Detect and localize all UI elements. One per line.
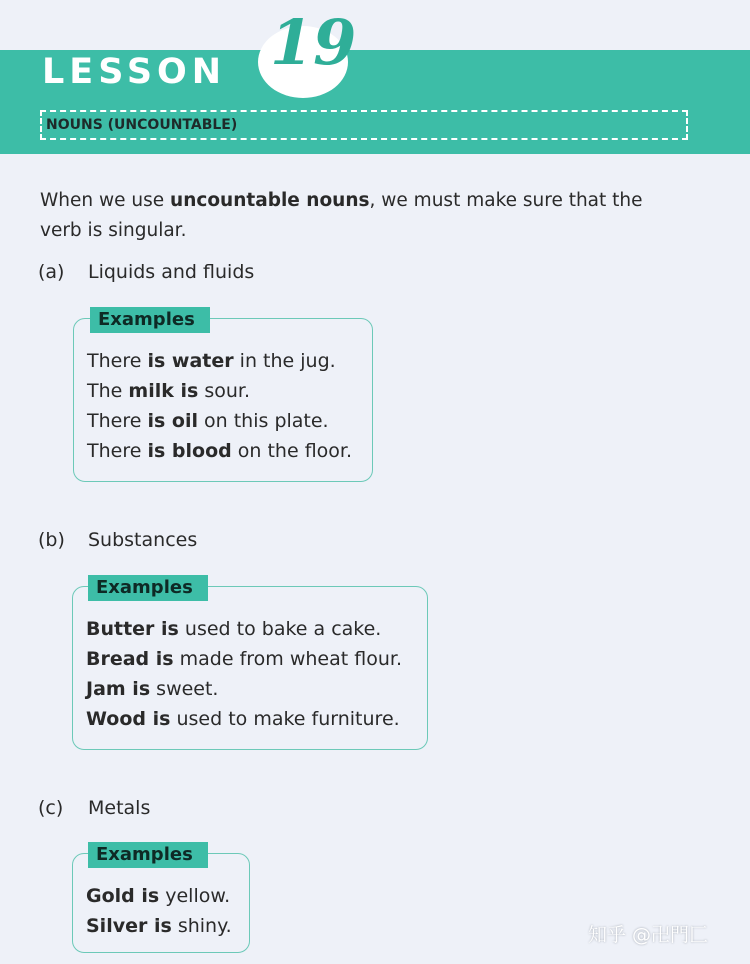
example-text: used to make furniture. (170, 708, 400, 730)
intro-text-2: , we must make sure that the (369, 190, 643, 211)
example-line (87, 346, 352, 376)
example-line (86, 614, 402, 644)
example-text: sweet. (150, 678, 219, 700)
section-b-letter: (b) (38, 529, 65, 551)
section-a-heading (38, 261, 254, 283)
intro-text-3: verb is singular. (40, 220, 187, 241)
examples-tab-b (88, 575, 208, 601)
example-line (86, 911, 232, 941)
examples-tab-c-label: Examples (96, 844, 193, 865)
example-line (86, 644, 402, 674)
lesson-title: LESSON (42, 52, 227, 92)
examples-tab-c (88, 842, 208, 868)
example-bold: Silver is (86, 915, 172, 937)
example-bold: Jam is (86, 678, 151, 700)
examples-list-a (87, 346, 352, 466)
example-text: on the floor. (231, 440, 353, 462)
topic-heading: NOUNS (UNCOUNTABLE) (46, 117, 238, 133)
example-line (87, 406, 352, 436)
example-bold: milk is (128, 380, 199, 402)
section-c-heading (38, 797, 150, 819)
example-bold: Wood is (86, 708, 171, 730)
example-bold: is oil (147, 410, 198, 432)
intro-bold-term: uncountable nouns (170, 190, 370, 211)
section-a-title: Liquids and fluids (88, 261, 255, 283)
example-line (87, 376, 352, 406)
section-c-letter: (c) (38, 797, 64, 819)
intro-text-1: When we use (40, 190, 171, 211)
example-text: There (87, 410, 148, 432)
example-text: in the jug. (233, 350, 336, 372)
example-line (86, 881, 232, 911)
example-line (87, 436, 352, 466)
example-bold: is water (147, 350, 234, 372)
examples-tab-b-label: Examples (96, 577, 193, 598)
watermark-text: 知乎 @卍門匚 (588, 924, 709, 946)
page-top-margin (0, 0, 750, 50)
section-a-letter: (a) (38, 261, 65, 283)
example-text: made from wheat flour. (173, 648, 402, 670)
section-c-title: Metals (88, 797, 151, 819)
section-b-title: Substances (88, 529, 198, 551)
examples-tab-a (90, 307, 210, 333)
examples-tab-a-label: Examples (98, 309, 195, 330)
example-bold: is blood (147, 440, 232, 462)
example-line (86, 704, 402, 734)
example-text: There (87, 350, 148, 372)
example-text: yellow. (159, 885, 231, 907)
example-text: shiny. (171, 915, 232, 937)
example-bold: Bread is (86, 648, 174, 670)
section-b-heading (38, 529, 197, 551)
example-text: There (87, 440, 148, 462)
example-text: sour. (198, 380, 251, 402)
example-bold: Butter is (86, 618, 179, 640)
lesson-number: 19 (270, 6, 357, 79)
examples-list-b (86, 614, 402, 734)
intro-paragraph (40, 186, 720, 246)
example-bold: Gold is (86, 885, 160, 907)
example-line (86, 674, 402, 704)
example-text: used to bake a cake. (178, 618, 382, 640)
example-text: on this plate. (197, 410, 329, 432)
examples-list-c (86, 881, 232, 941)
example-text: The (87, 380, 129, 402)
